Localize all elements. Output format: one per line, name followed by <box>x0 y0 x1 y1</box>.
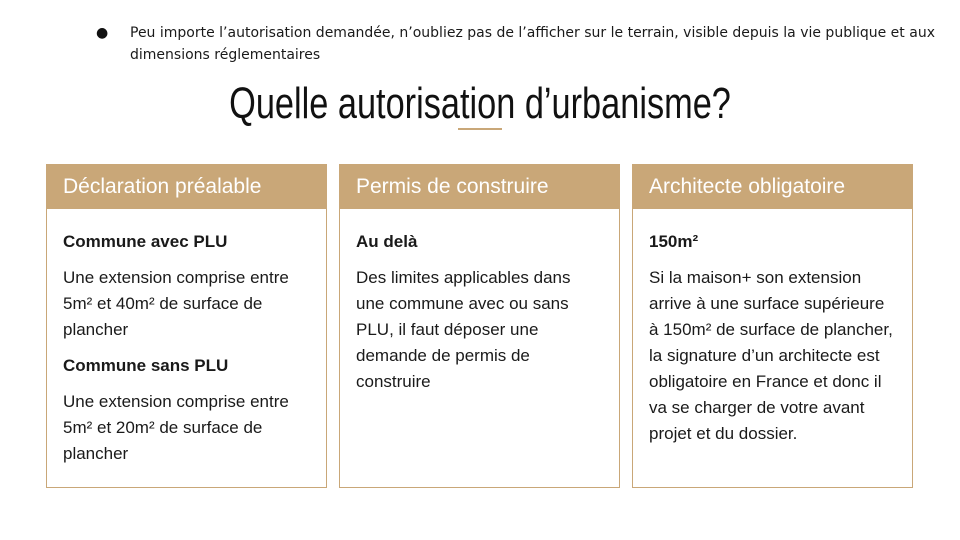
column-header: Déclaration préalable <box>47 165 326 209</box>
section-subhead: Commune sans PLU <box>63 356 229 375</box>
section-subhead: Au delà <box>356 232 418 251</box>
column-body <box>340 209 619 395</box>
section-subhead: 150m² <box>649 232 699 251</box>
column-header: Architecte obligatoire <box>633 165 912 209</box>
section-text: Une extension comprise entre 5m² et 20m² de surface de plancher <box>63 392 289 463</box>
section-text: Des limites applicables dans une commune avec ou sans PLU, il faut déposer une demande de permis de construire <box>356 268 571 391</box>
column-permis-de-construire <box>339 164 620 488</box>
intro-text: Peu importe l’autorisation demandée, n’oubliez pas de l’afficher sur le terrain, visible depuis la vie publique et aux dimensions réglementaires <box>130 25 935 63</box>
page-title: Quelle autorisation d’urbanisme? <box>229 79 731 128</box>
section-subhead: Commune avec PLU <box>63 232 228 251</box>
title-accent-underline <box>458 128 502 130</box>
column-declaration-prealable <box>46 164 327 488</box>
section-text: Une extension comprise entre 5m² et 40m² de surface de plancher <box>63 268 289 339</box>
column-architecte-obligatoire <box>632 164 913 488</box>
column-body <box>633 209 912 447</box>
column-body <box>47 209 326 467</box>
intro-bullet <box>96 22 936 66</box>
column-header: Permis de construire <box>340 165 619 209</box>
bullet-icon: ● <box>96 25 109 41</box>
section-text: Si la maison+ son extension arrive à une surface supérieure à 150m² de surface de plancher, la signature d’un architecte est obligatoire en France et donc il va se charger de votre avant projet et du dossier. <box>649 268 893 443</box>
